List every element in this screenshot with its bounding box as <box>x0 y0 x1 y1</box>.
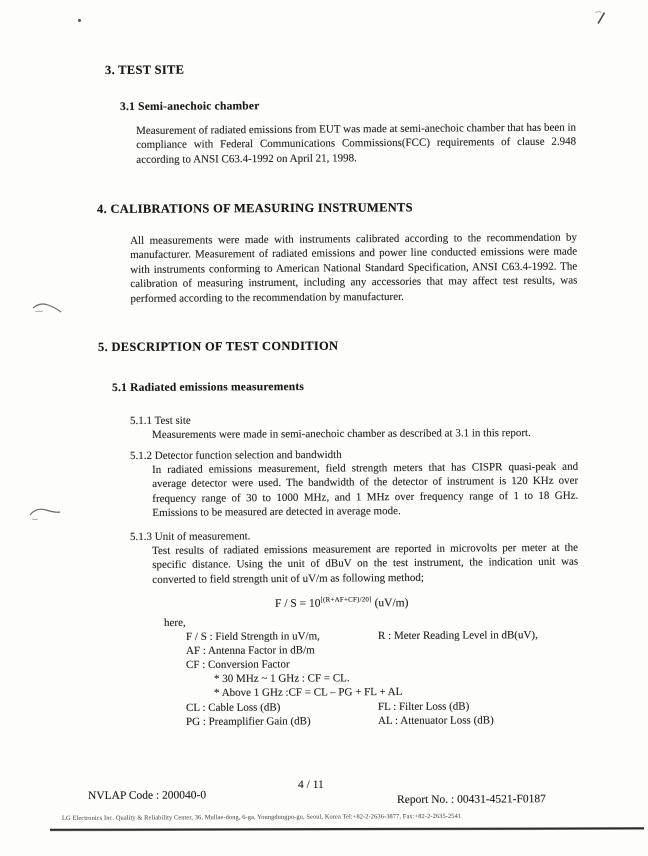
section-5-heading: 5. DESCRIPTION OF TEST CONDITION <box>98 338 339 354</box>
squiggle-icon <box>30 300 64 318</box>
section-3-1-heading: 3.1 Semi-anechoic chamber <box>120 100 260 113</box>
page-number: 4 / 11 <box>298 779 324 791</box>
def-meter-reading: R : Meter Reading Level in dB(uV), <box>378 629 538 642</box>
field-strength-formula <box>275 595 408 610</box>
company-address-line: LG Electronics Inc. Quality & Reliability Center, 36, Mullae-dong, 6-ga, Youngdungpo-gu, Seoul, Korea Tel:+82-2-2636-3877, Fax:+82-2-2635-2541 <box>62 812 462 822</box>
section-5-1-1-heading: 5.1.1 Test site <box>130 414 191 427</box>
scan-mark-top-right <box>588 6 614 33</box>
section-5-1-3-paragraph: Test results of radiated emissions measurement are reported in microvolts per meter at the specific distance. Using the unit of dBuV on the test instrument, the indication unit was converted to field strength unit of uV/m as following method; <box>152 541 579 586</box>
def-cable-loss: CL : Cable Loss (dB) <box>186 701 281 714</box>
def-attenuator-loss: AL : Attenuator Loss (dB) <box>378 714 494 727</box>
def-antenna-factor: AF : Antenna Factor in dB/m <box>186 644 315 657</box>
def-field-strength: F / S : Field Strength in uV/m, <box>186 630 320 643</box>
section-5-1-heading: 5.1 Radiated emissions measurements <box>112 380 305 394</box>
section-5-1-1-paragraph: Measurements were made in semi-anechoic chamber as described at 3.1 in this report. <box>152 427 531 441</box>
def-conversion-factor: CF : Conversion Factor <box>186 658 290 671</box>
formula-unit: (uV/m) <box>371 597 409 610</box>
section-3-1-paragraph: Measurement of radiated emissions from EUT was made at semi-anechoic chamber that has been in compliance with Federal Communications Commissions(FCC) requirements of clause 2.948 according to ANSI C63.4-1992 on April 21, 1998. <box>136 121 577 166</box>
scan-squiggle-2 <box>26 503 64 528</box>
here-label: here, <box>164 616 186 629</box>
nvlap-code: NVLAP Code : 200040-0 <box>88 789 207 802</box>
def-cf-range-2: * Above 1 GHz :CF = CL – PG + FL + AL <box>214 686 403 699</box>
scan-speck <box>78 19 81 22</box>
def-preamplifier-gain: PG : Preamplifier Gain (dB) <box>186 715 311 728</box>
report-number: Report No. : 00431-4521-F0187 <box>397 793 546 806</box>
formula-exponent: [(R+AF+CF)/20] <box>320 595 372 604</box>
section-4-paragraph: All measurements were made with instruments calibrated according to the recommendation by manufacturer. Measurement of radiated emissions and power line conducted emissions were made with instruments conforming to American National Standard Specification, ANSI C63.4-1992. The calibration of measuring instrument, including any accessories that may affect test results, was performed according to the recommendation by manufacturer. <box>130 231 578 305</box>
squiggle-icon <box>26 503 64 523</box>
scan-squiggle-1 <box>30 300 64 323</box>
tick-mark-icon <box>588 6 614 30</box>
footer-divider-line <box>50 827 644 831</box>
section-4-heading: 4. CALIBRATIONS OF MEASURING INSTRUMENTS <box>97 200 413 216</box>
formula-base: F / S = 10 <box>275 597 321 610</box>
section-5-1-2-paragraph: In radiated emissions measurement, field strength meters that has CISPR quasi-peak and average detector were used. The bandwidth of the detector of instrument is 120 KHz over frequency range of 30 to 1000 MHz, and 1 MHz over frequency range of 1 to 18 GHz. Emissions to be measured are detected in average mode. <box>152 460 579 520</box>
section-5-1-2-heading: 5.1.2 Detector function selection and bandwidth <box>130 448 342 462</box>
def-cf-range-1: * 30 MHz ~ 1 GHz : CF = CL. <box>214 672 350 685</box>
section-3-heading: 3. TEST SITE <box>105 62 185 77</box>
def-filter-loss: FL : Filter Loss (dB) <box>378 700 470 713</box>
section-5-1-3-heading: 5.1.3 Unit of measurement. <box>130 530 251 543</box>
